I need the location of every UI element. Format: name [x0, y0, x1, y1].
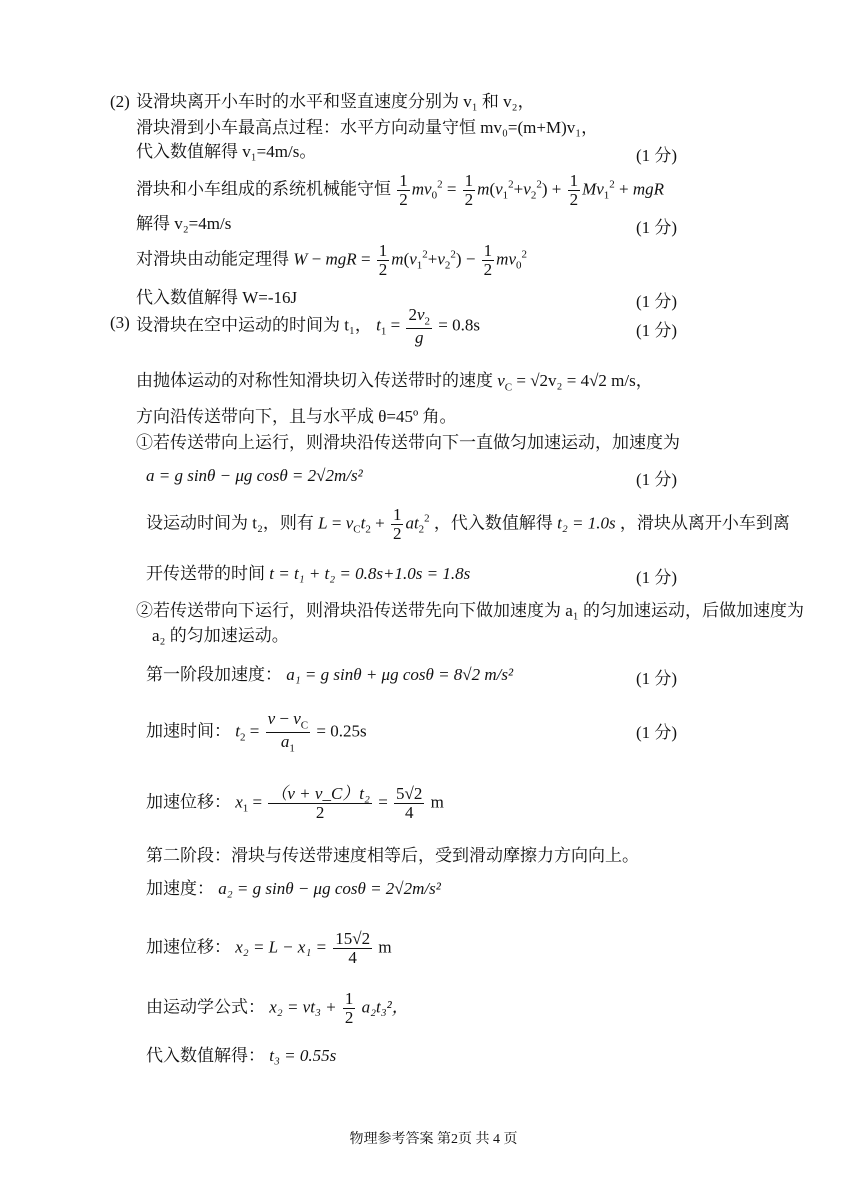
x1-value-fraction: $\frac{5√2}{4}$	[396, 784, 423, 822]
flight-result: = 0.8s	[438, 315, 480, 335]
half-fraction: $\frac{1}{2}$	[344, 989, 354, 1027]
case2-a1: a₁ = g sinθ + μg cosθ = 8√2 m/s²	[286, 665, 514, 684]
score-4: (1 分)	[636, 321, 678, 340]
case2-x2-prefix: 加速位移：	[146, 937, 231, 957]
case2-a1-line	[146, 664, 513, 686]
part2-line1: 设滑块离开小车时的水平和竖直速度分别为 v₁ 和 v₂，	[136, 92, 535, 111]
case2-a2-prefix: 加速度：	[146, 879, 214, 898]
score-5: (1 分)	[636, 470, 678, 489]
part2-line3: 代入数值解得 v₁=4m/s。	[136, 142, 317, 161]
energy-prefix: 滑块和小车组成的系统机械能守恒	[136, 179, 391, 199]
t2-fraction: $\frac{v - v_C}{a_1}$	[267, 709, 309, 755]
score-7: (1 分)	[636, 669, 678, 688]
case2-intro2: a₂ 的匀加速运动。	[152, 626, 289, 645]
case2-t3-line	[146, 1045, 336, 1067]
score-8: (1 分)	[636, 723, 678, 742]
score-6: (1 分)	[636, 568, 678, 587]
flight-time-line: 设滑块在空中运动的时间为 t₁， $t_1$ = $\frac{2v_2}{g}$ = 0.8s	[136, 305, 480, 347]
case2-intro1: ②若传送带向下运行，则滑块沿传送带先向下做加速度为 a₁ 的匀加速运动，后做加速度为	[136, 601, 804, 620]
case2-x1-prefix: 加速位移：	[146, 792, 231, 812]
part2-line2: 滑块滑到小车最高点过程：水平方向动量守恒 mv₀=(m+M)v₁，	[136, 118, 599, 137]
x1-fraction: $\frac{\text{（v + v\_C）t₂}}{2}$	[270, 784, 370, 822]
case1-total-line	[146, 563, 470, 585]
case1-total: t = t₁ + t₂ = 0.8s+1.0s = 1.8s	[269, 564, 471, 583]
half-fraction: $\frac{1}{2}$	[378, 241, 388, 279]
part2-marker: (2)	[110, 92, 130, 111]
half-fraction: $\frac{1}{2}$	[399, 171, 408, 209]
work-prefix: 对滑块由动能定理得	[136, 249, 289, 269]
x2-fraction: $\frac{15√2}{4}$	[335, 929, 371, 967]
case2-t2-line: 加速时间： $t_2$ = $\frac{v - v_C}{a_1}$ = 0.25s	[146, 709, 367, 755]
work-energy-line: 对滑块由动能定理得 W − mgR = $\frac{1}{2}$ $m(v_1^2+v_2^2)$ − $\frac{1}{2}$ $mv_0^2$	[136, 241, 527, 279]
part2-line5: 解得 v₂=4m/s	[136, 214, 232, 233]
case2-kin: x₂ = vt₃ +	[269, 997, 337, 1017]
energy-conservation-line: 滑块和小车组成的系统机械能守恒 $\frac{1}{2}$ $mv_0^2$ = $\frac{1}{2}$ $m(v_1^2+v_2^2)$ + $\frac{1}{2}$ $Mv_1^2$ + mgR	[136, 171, 665, 209]
case2-stage2: 第二阶段：滑块与传送带速度相等后，受到滑动摩擦力方向向上。	[146, 846, 639, 865]
case2-kin-tail: a₂t₃²，	[361, 997, 409, 1017]
time-fraction: $\frac{2v_2}{g}$	[408, 305, 431, 347]
half-fraction: $\frac{1}{2}$	[464, 171, 474, 209]
flight-prefix: 设滑块在空中运动的时间为 t₁，	[136, 315, 372, 335]
part2-line7: 代入数值解得 W=-16J	[136, 288, 298, 307]
part3-line3: 方向沿传送带向下，且与水平成 θ=45º 角。	[136, 407, 457, 426]
score-3: (1 分)	[636, 292, 678, 311]
case1-acceleration: a = g sinθ − μg cosθ = 2√2m/s²	[146, 466, 363, 485]
case2-t2-prefix: 加速时间：	[146, 721, 231, 741]
case2-x2-line: 加速位移： x₂ = L − x₁ = $\frac{15√2}{4}$ m	[146, 929, 392, 967]
case2-a1-prefix: 第一阶段加速度：	[146, 665, 282, 684]
case1-time-mid: ，代入数值解得	[433, 513, 553, 533]
case1-time-tail: ，滑块从离开小车到离	[619, 513, 790, 533]
half-fraction: $\frac{1}{2}$	[392, 505, 402, 543]
case2-a2-line	[146, 878, 441, 900]
case2-x1-line: 加速位移： $x_1$ = $\frac{\text{（v + v\_C）t₂}}{2}$ = $\frac{5√2}{4}$ m	[146, 784, 444, 822]
case2-t2-result: = 0.25s	[316, 721, 367, 741]
half-fraction: $\frac{1}{2}$	[569, 171, 579, 209]
case2-t3: t₃ = 0.55s	[269, 1046, 337, 1065]
case2-kinematics-line	[146, 990, 409, 1027]
case1-time-value: t₂ = 1.0s	[557, 513, 616, 533]
velocity-prefix: 由抛体运动的对称性知滑块切入传送带时的速度	[136, 371, 493, 390]
case1-total-prefix: 开传送带的时间	[146, 564, 265, 583]
velocity-tail: = √2v₂ = 4√2 m/s，	[516, 371, 653, 390]
case2-kin-prefix: 由运动学公式：	[146, 997, 265, 1017]
score-1: (1 分)	[636, 146, 678, 165]
score-2: (1 分)	[636, 218, 678, 237]
case2-x2-lhs: x₂ = L − x₁ =	[235, 937, 327, 957]
half-fraction: $\frac{1}{2}$	[483, 241, 493, 279]
case2-t3-prefix: 代入数值解得：	[146, 1046, 265, 1065]
case1-intro: ①若传送带向上运行，则滑块沿传送带向下一直做匀加速运动，加速度为	[136, 433, 680, 452]
case1-time-prefix: 设运动时间为 t₂，则有	[146, 513, 314, 533]
case1-time-line: 设运动时间为 t₂，则有 $L = v_Ct_2$ + $\frac{1}{2}$ $at_2^2$ ，代入数值解得 t₂ = 1.0s ，滑块从离开小车到离	[146, 505, 790, 543]
part3-marker: (3)	[110, 313, 130, 332]
page-footer: 物理参考答案 第2页 共 4 页	[349, 1132, 518, 1147]
case2-a2: a₂ = g sinθ − μg cosθ = 2√2m/s²	[218, 879, 441, 898]
part3-line2: 由抛体运动的对称性知滑块切入传送带时的速度 $v_C = √2v_2 = 4√2$ m/s，	[136, 371, 653, 394]
